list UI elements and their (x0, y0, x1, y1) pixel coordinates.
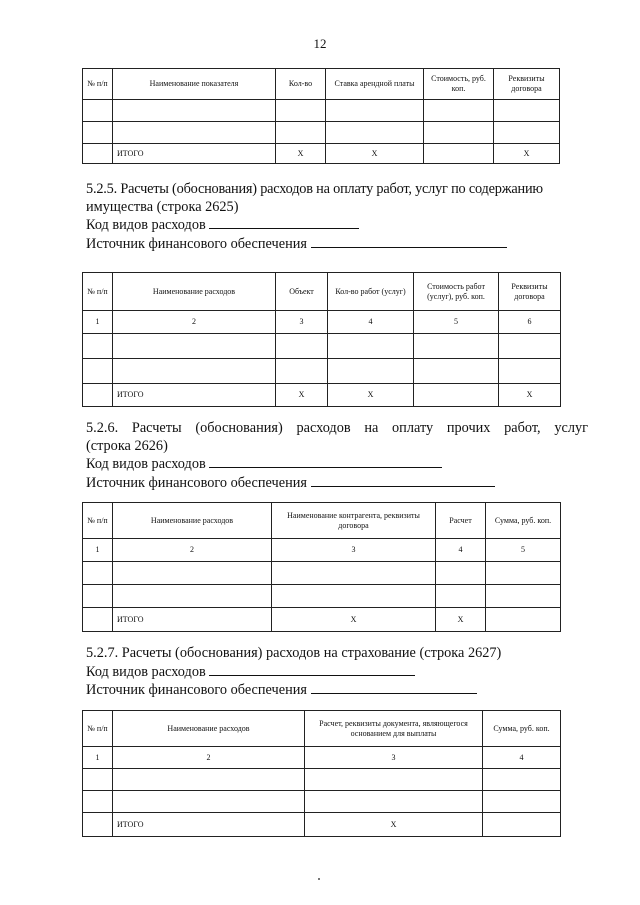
table-property-services (82, 272, 561, 407)
section-5-2-7 (86, 645, 588, 700)
column-number-row: 1 2 3 4 (83, 747, 561, 769)
code-field: Код видов расходов (86, 663, 588, 682)
code-field: Код видов расходов (86, 455, 588, 474)
code-input[interactable] (209, 216, 359, 229)
header-cell: Реквизиты договора (494, 69, 560, 100)
total-label: ИТОГО (113, 144, 276, 164)
table-row (83, 100, 560, 122)
source-input[interactable] (311, 681, 477, 694)
column-number-row: 1 2 3 4 5 6 (83, 311, 561, 334)
table-row (83, 585, 561, 608)
code-input[interactable] (209, 455, 442, 468)
section-title: 5.2.5. Расчеты (обоснования) расходов на оплату работ, услуг по содержанию (86, 181, 543, 197)
code-label: Код видов расходов (86, 217, 206, 233)
table-row (83, 359, 561, 384)
source-label: Источник финансового обеспечения (86, 235, 307, 252)
table-header-row: № п/п Наименование расходов Объект Кол-во работ (услуг) Стоимость работ (услуг), руб. коп. Реквизиты договора (83, 273, 561, 311)
table-header-row: № п/п Наименование расходов Наименование контрагента, реквизиты договора Расчет Сумма, руб. коп. (83, 503, 561, 539)
table-row (83, 791, 561, 813)
code-input[interactable] (209, 663, 415, 676)
source-field (86, 235, 588, 254)
table-insurance (82, 710, 561, 837)
table-header-row: № п/п Наименование расходов Расчет, реквизиты документа, являющегося основанием для выплаты Сумма, руб. коп. (83, 711, 561, 747)
section-title: (строка 2626) (86, 437, 168, 454)
source-input[interactable] (311, 474, 495, 487)
total-row: ИТОГО X X X (83, 144, 560, 164)
source-input[interactable] (311, 235, 507, 248)
table-header-row (83, 69, 560, 100)
code-field (86, 216, 588, 235)
section-5-2-5 (86, 181, 588, 253)
page-mark (318, 878, 320, 880)
page-number: 12 (313, 36, 327, 51)
table-rent (82, 68, 560, 164)
section-5-2-6 (86, 420, 588, 492)
header-cell: Стоимость, руб. коп. (424, 69, 494, 100)
table-row (83, 334, 561, 359)
total-row: ИТОГО X X X (83, 384, 561, 407)
table-row (83, 122, 560, 144)
total-row: ИТОГО X (83, 813, 561, 837)
table-other-services (82, 502, 561, 632)
header-cell: № п/п (83, 69, 113, 100)
header-cell: Кол-во (276, 69, 326, 100)
source-field: Источник финансового обеспечения (86, 474, 588, 493)
column-number-row: 1 2 3 4 5 (83, 539, 561, 562)
header-cell: Наименование показателя (113, 69, 276, 100)
source-field: Источник финансового обеспечения (86, 681, 588, 700)
section-title: 5.2.7. Расчеты (обоснования) расходов на страхование (строка 2627) (86, 645, 502, 661)
total-row: ИТОГО X X (83, 608, 561, 632)
section-title: 5.2.6. Расчеты (обоснования) расходов на оплату прочих работ, услуг (86, 420, 588, 436)
section-title: имущества (строка 2625) (86, 198, 239, 215)
header-cell: Ставка арендной платы (326, 69, 424, 100)
table-row (83, 769, 561, 791)
table-row (83, 562, 561, 585)
